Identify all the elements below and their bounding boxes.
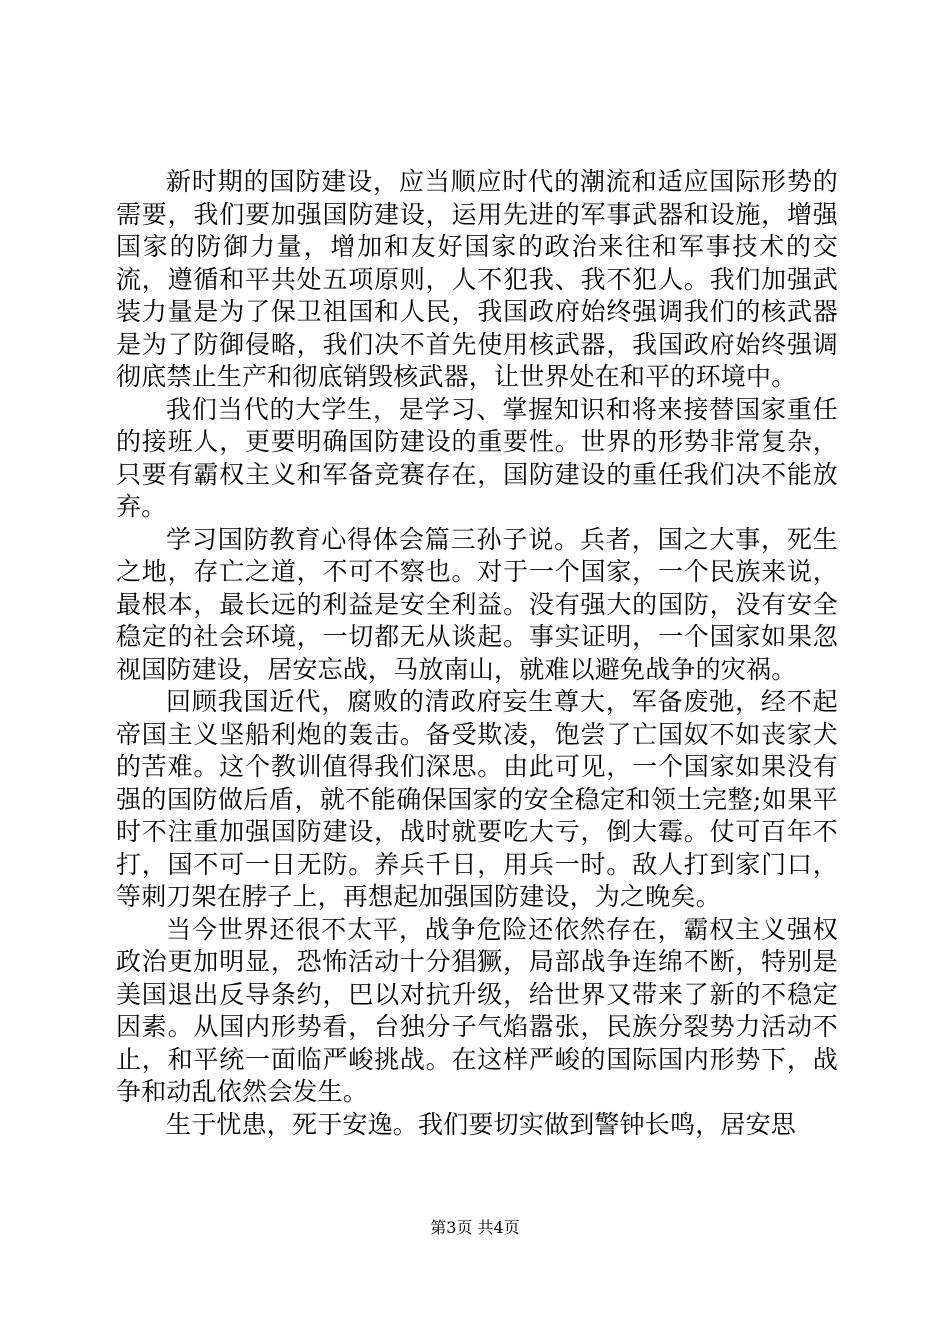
- paragraph-5: 当今世界还很不太平，战争危险还依然存在，霸权主义强权政治更加明显，恐怖活动十分猖獗，局部战争连绵不断，特别是美国退出反导条约，巴以对抗升级，给世界又带来了新的不稳定因素。从国内形势看，台独分子气焰嚣张，民族分裂势力活动不止，和平统一面临严峻挑战。在这样严峻的国际国内形势下，战争和动乱依然会发生。: [116, 914, 838, 1106]
- paragraph-6: 生于忧患，死于安逸。我们要切实做到警钟长鸣，居安思: [166, 1109, 797, 1139]
- body-text: [116, 166, 838, 1141]
- paragraph-2: 我们当代的大学生，是学习、掌握知识和将来接替国家重任的接班人，更要明确国防建设的重要性。世界的形势非常复杂，只要有霸权主义和军备竞赛存在，国防建设的重任我们决不能放弃。: [116, 394, 838, 521]
- paragraph-4: 回顾我国近代，腐败的清政府妄生尊大，军备废弛，经不起帝国主义坚船利炮的轰击。备受欺凌，饱尝了亡国奴不如丧家犬的苦难。这个教训值得我们深思。由此可见，一个国家如果没有强的国防做后盾，就不能确保国家的安全稳定和领土完整;如果平时不注重加强国防建设，战时就要吃大亏，倒大霉。仗可百年不打，国不可一日无防。养兵千日，用兵一时。敌人打到家门口，等刺刀架在脖子上，再想起加强国防建设，为之晚矣。: [116, 687, 838, 911]
- paragraph-3: 学习国防教育心得体会篇三孙子说。兵者，国之大事，死生之地，存亡之道，不可不察也。对于一个国家，一个民族来说，最根本，最长远的利益是安全利益。没有强大的国防，没有安全稳定的社会环境，一切都无从谈起。事实证明，一个国家如果忽视国防建设，居安忘战，马放南山，就难以避免战争的灾祸。: [116, 524, 838, 684]
- paragraph-1: 新时期的国防建设，应当顺应时代的潮流和适应国际形势的需要，我们要加强国防建设，运用先进的军事武器和设施，增强国家的防御力量，增加和友好国家的政治来往和军事技术的交流，遵循和平共处五项原则，人不犯我、我不犯人。我们加强武装力量是为了保卫祖国和人民，我国政府始终强调我们的核武器是为了防御侵略，我们决不首先使用核武器，我国政府始终强调彻底禁止生产和彻底销毁核武器，让世界处在和平的环境中。: [116, 167, 838, 391]
- page-number-footer: 第3页 共4页: [430, 1218, 520, 1237]
